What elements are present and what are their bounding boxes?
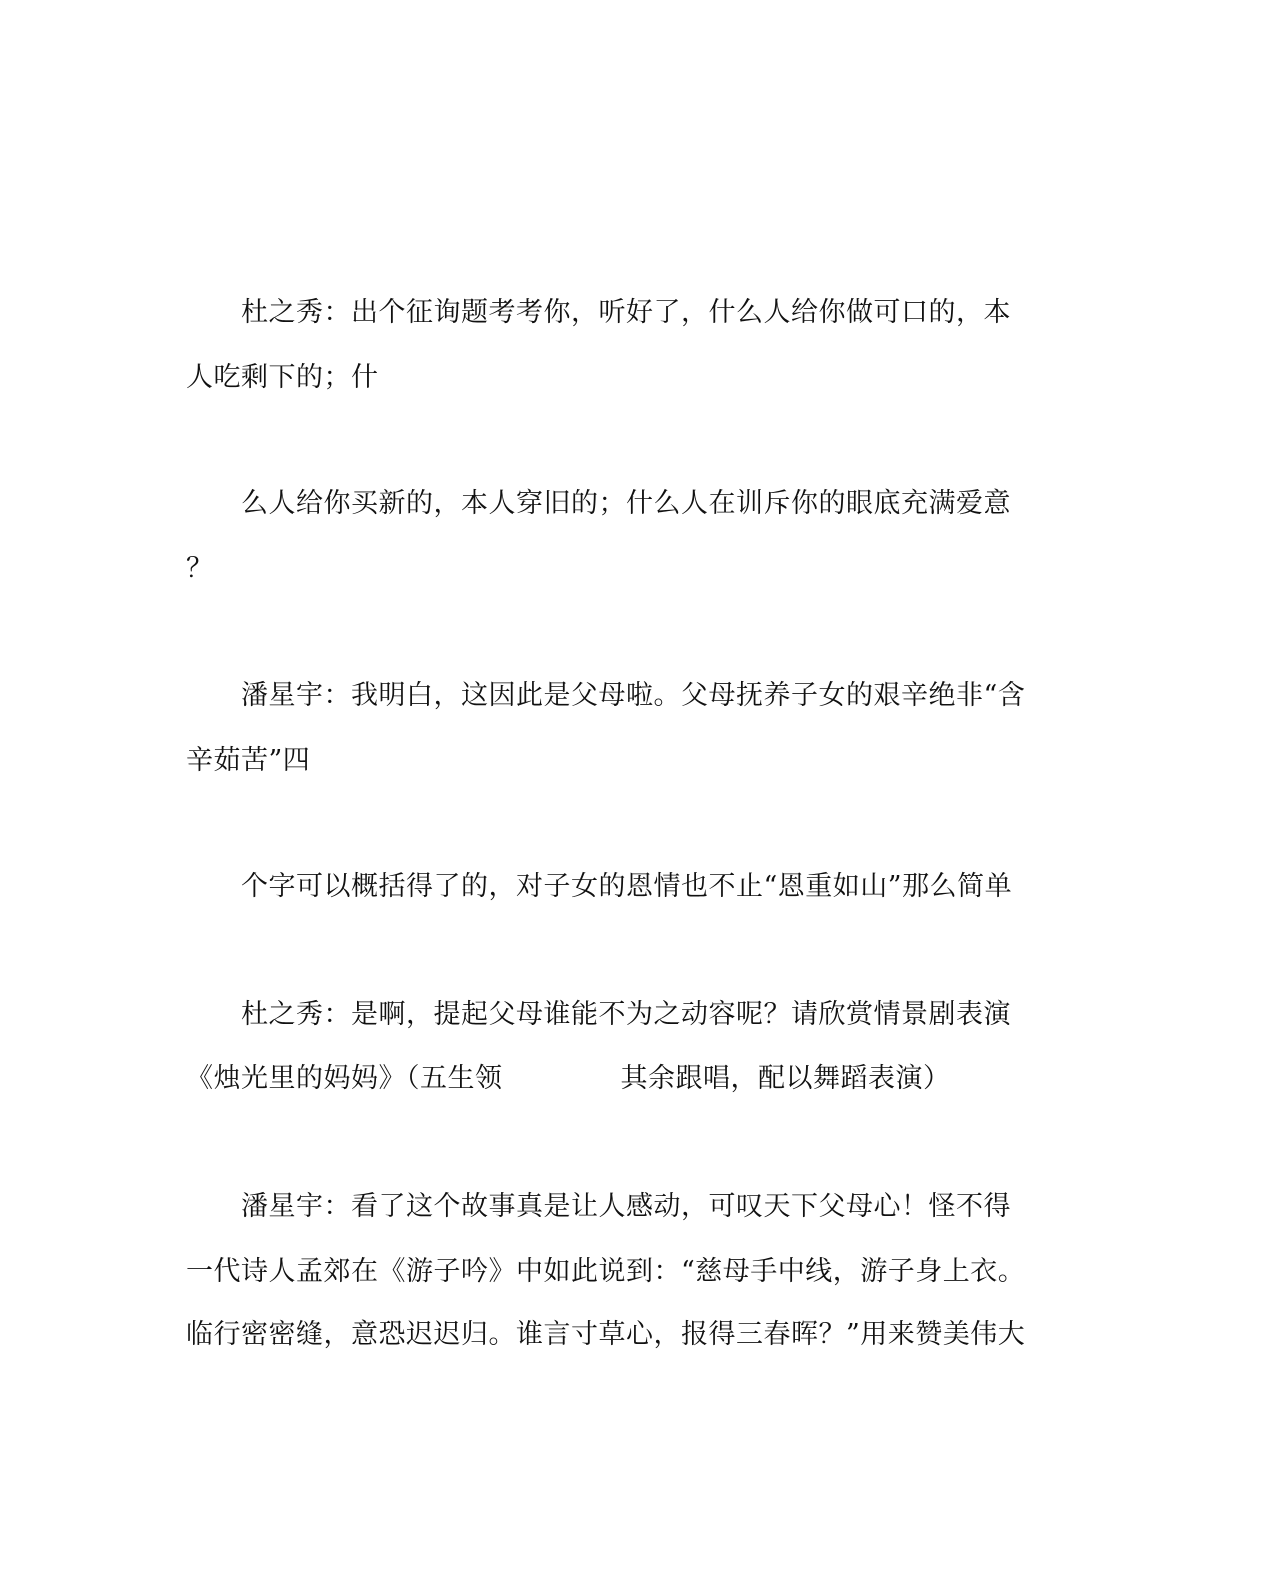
paragraph-5-line-2-part-a: 《烛光里的妈妈》（五生领 bbox=[186, 1063, 503, 1094]
paragraph-6-line-3: 临行密密缝，意恐迟迟归。谁言寸草心，报得三春晖？”用来赞美伟大 bbox=[186, 1319, 1026, 1350]
paragraph-5-line-2-part-b: 其余跟唱，配以舞蹈表演） bbox=[620, 1063, 951, 1094]
paragraph-6-line-2: 一代诗人孟郊在《游子吟》中如此说到：“慈母手中线，游子身上衣。 bbox=[186, 1256, 1026, 1287]
paragraph-6-line-1: 潘星宇：看了这个故事真是让人感动，可叹天下父母心！怪不得 bbox=[186, 1191, 1011, 1222]
paragraph-5-line-2 bbox=[186, 1062, 951, 1096]
paragraph-3-line-2: 辛茹苦”四 bbox=[186, 745, 311, 776]
paragraph-4-line-1: 个字可以概括得了的，对子女的恩情也不止“恩重如山”那么简单 bbox=[186, 871, 1013, 902]
paragraph-1-line-2: 人吃剩下的；什 bbox=[186, 362, 379, 393]
paragraph-5-line-1: 杜之秀：是啊，提起父母谁能不为之动容呢？请欣赏情景剧表演 bbox=[186, 999, 1011, 1030]
paragraph-3-line-1: 潘星宇：我明白，这因此是父母啦。父母抚养子女的艰辛绝非“含 bbox=[186, 680, 1026, 711]
paragraph-1-line-1: 杜之秀：出个征询题考考你，听好了，什么人给你做可口的，本 bbox=[186, 297, 1011, 328]
paragraph-2-line-1: 么人给你买新的，本人穿旧的；什么人在训斥你的眼底充满爱意 bbox=[186, 488, 1011, 519]
paragraph-2-line-2: ？ bbox=[186, 553, 214, 584]
